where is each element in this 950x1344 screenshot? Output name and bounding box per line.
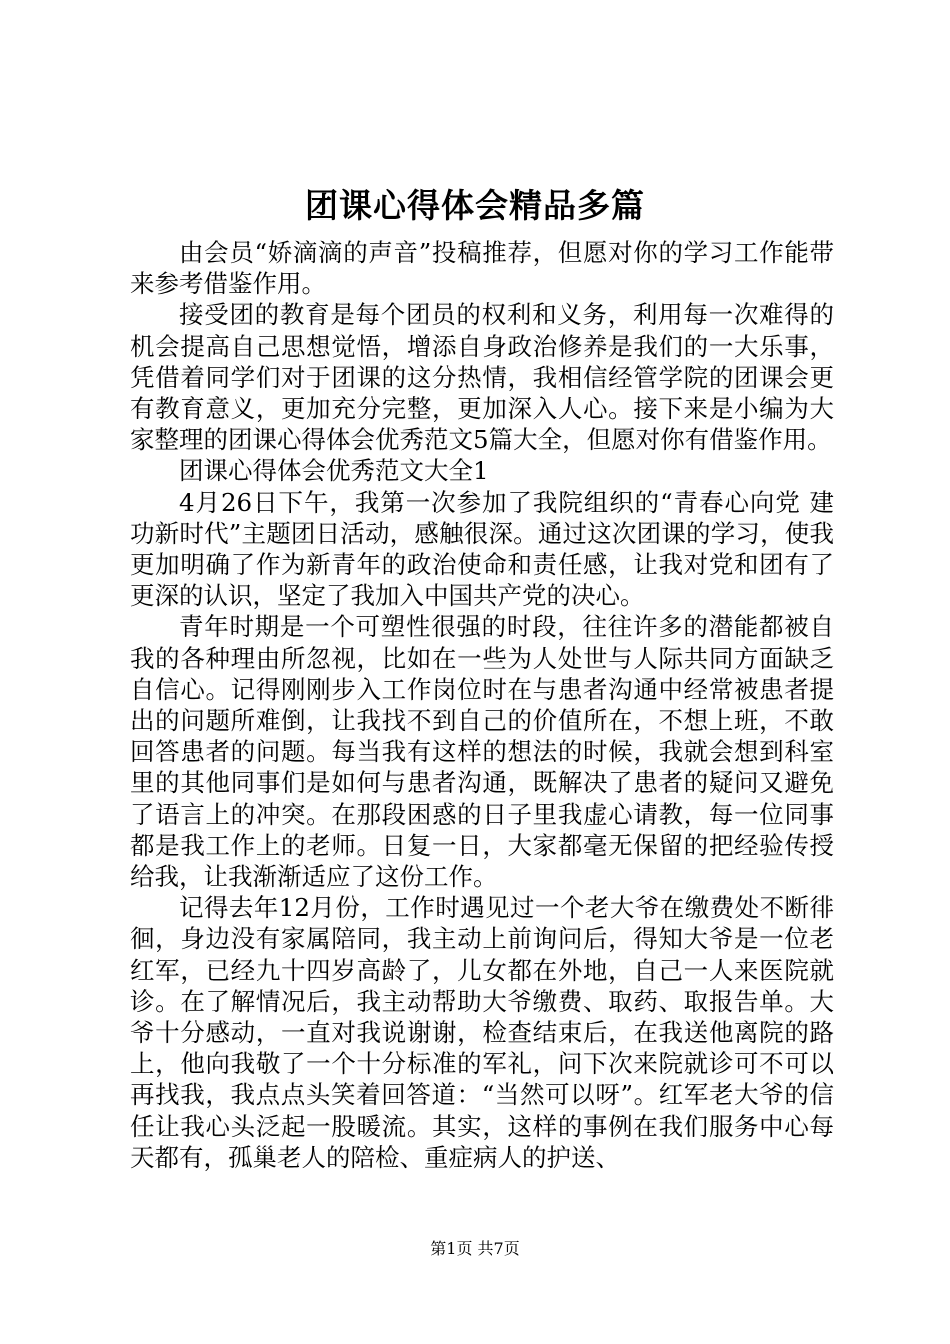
- paragraph-2: 青年时期是一个可塑性很强的时段，往往许多的潜能都被自我的各种理由所忽视，比如在一些为人处世与人际共同方面缺乏自信心。记得刚刚步入工作岗位时在与患者沟通中经常被患者提出的问题所难倒，让我找不到自己的价值所在，不想上班，不敢回答患者的问题。每当我有这样的想法的时候，我就会想到科室里的其他同事们是如何与患者沟通，既解决了患者的疑问又避免了语言上的冲突。在那段困惑的日子里我虚心请教，每一位同事都是我工作上的老师。日复一日，大家都毫无保留的把经验传授给我，让我渐渐适应了这份工作。: [130, 612, 834, 892]
- paragraph-preface: 接受团的教育是每个团员的权利和义务，利用每一次难得的机会提高自己思想觉悟，增添自身政治修养是我们的一大乐事，凭借着同学们对于团课的这分热情，我相信经管学院的团课会更有教育意义，更加充分完整，更加深入人心。接下来是小编为大家整理的团课心得体会优秀范文5篇大全，但愿对你有借鉴作用。: [130, 300, 834, 455]
- document-title: 团课心得体会精品多篇: [305, 186, 645, 225]
- paragraph-1: 4月26日下午，我第一次参加了我院组织的“青春心向党 建功新时代”主题团日活动，感触很深。通过这次团课的学习，使我更加明确了作为新青年的政治使命和责任感，让我对党和团有了更深的认识，坚定了我加入中国共产党的决心。: [130, 487, 834, 611]
- document-body: [130, 237, 834, 1173]
- paragraph-intro: 由会员“娇滴滴的声音”投稿推荐，但愿对你的学习工作能带来参考借鉴作用。: [130, 238, 834, 299]
- page-footer: 第1页 共7页: [430, 1239, 520, 1258]
- paragraph-3: 记得去年12月份，工作时遇见过一个老大爷在缴费处不断徘徊，身边没有家属陪同，我主动上前询问后，得知大爷是一位老红军，已经九十四岁高龄了，儿女都在外地，自己一人来医院就诊。在了解情况后，我主动帮助大爷缴费、取药、取报告单。大爷十分感动，一直对我说谢谢，检查结束后，在我送他离院的路上，他向我敬了一个十分标准的军礼，问下次来院就诊可不可以再找我，我点点头笑着回答道：“当然可以呀”。红军老大爷的信任让我心头泛起一股暖流。其实，这样的事例在我们服务中心每天都有，孤巢老人的陪检、重症病人的护送、: [130, 893, 834, 1172]
- section-heading: 团课心得体会优秀范文大全1: [179, 456, 489, 486]
